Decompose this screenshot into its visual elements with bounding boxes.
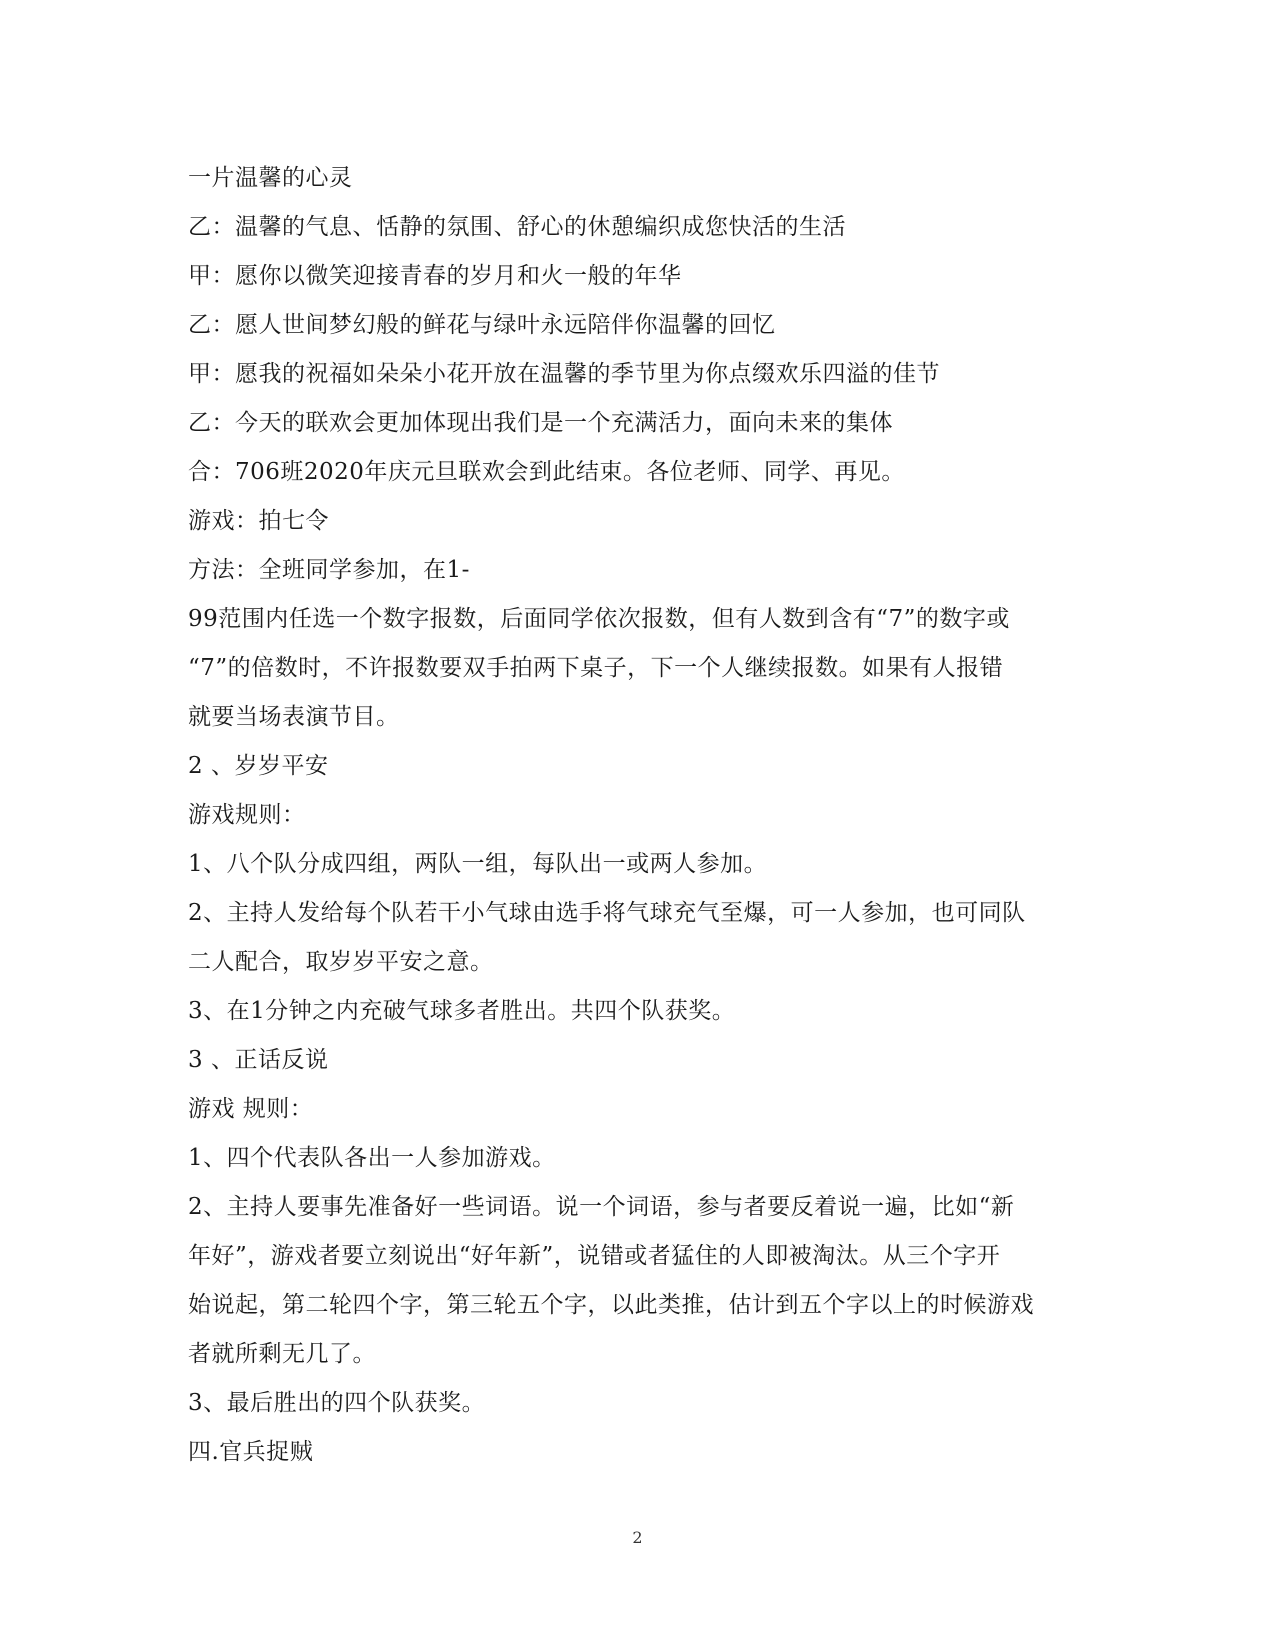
text-line: 乙：愿人世间梦幻般的鲜花与绿叶永远陪伴你温馨的回忆: [188, 312, 776, 338]
text-line: 者就所剩无几了。: [188, 1341, 376, 1367]
text-line: 游戏 规则：: [188, 1096, 314, 1122]
text-line: 乙：温馨的气息、恬静的氛围、舒心的休憩编织成您快活的生活: [188, 214, 846, 240]
section-heading: 四.官兵捉贼: [188, 1439, 314, 1465]
text-line: 3、在1分钟之内充破气球多者胜出。共四个队获奖。: [188, 998, 736, 1024]
text-line: 甲：愿我的祝福如朵朵小花开放在温馨的季节里为你点缀欢乐四溢的佳节: [188, 361, 940, 387]
text-line: 乙：今天的联欢会更加体现出我们是一个充满活力，面向未来的集体: [188, 410, 893, 436]
text-line: 方法：全班同学参加，在1-: [188, 557, 470, 583]
text-line: 1、四个代表队各出一人参加游戏。: [188, 1145, 556, 1171]
text-line: 年好”，游戏者要立刻说出“好年新”，说错或者猛住的人即被淘汰。从三个字开: [188, 1243, 1001, 1269]
text-line: “7”的倍数时，不许报数要双手拍两下桌子，下一个人继续报数。如果有人报错: [188, 655, 1004, 681]
section-heading: 2 、岁岁平安: [188, 753, 329, 779]
text-line: 2、主持人发给每个队若干小气球由选手将气球充气至爆，可一人参加，也可同队: [188, 900, 1026, 926]
text-line: 合：706班2020年庆元旦联欢会到此结束。各位老师、同学、再见。: [188, 459, 905, 485]
text-line: 3、最后胜出的四个队获奖。: [188, 1390, 486, 1416]
section-heading: 3 、正话反说: [188, 1047, 329, 1073]
text-line: 一片温馨的心灵: [188, 165, 353, 191]
page-number: 2: [632, 1528, 643, 1547]
document-body: [188, 154, 1088, 1477]
text-line: 1、八个队分成四组，两队一组，每队出一或两人参加。: [188, 851, 768, 877]
text-line: 游戏规则：: [188, 802, 306, 828]
text-line: 甲：愿你以微笑迎接青春的岁月和火一般的年华: [188, 263, 682, 289]
section-heading: 游戏：拍七令: [188, 508, 329, 534]
text-line: 就要当场表演节目。: [188, 704, 400, 730]
text-line: 2、主持人要事先准备好一些词语。说一个词语，参与者要反着说一遍，比如“新: [188, 1194, 1015, 1220]
text-line: 二人配合，取岁岁平安之意。: [188, 949, 494, 975]
text-line: 99范围内任选一个数字报数，后面同学依次报数，但有人数到含有“7”的数字或: [188, 606, 1010, 632]
text-line: 始说起，第二轮四个字，第三轮五个字，以此类推，估计到五个字以上的时候游戏: [188, 1292, 1034, 1318]
